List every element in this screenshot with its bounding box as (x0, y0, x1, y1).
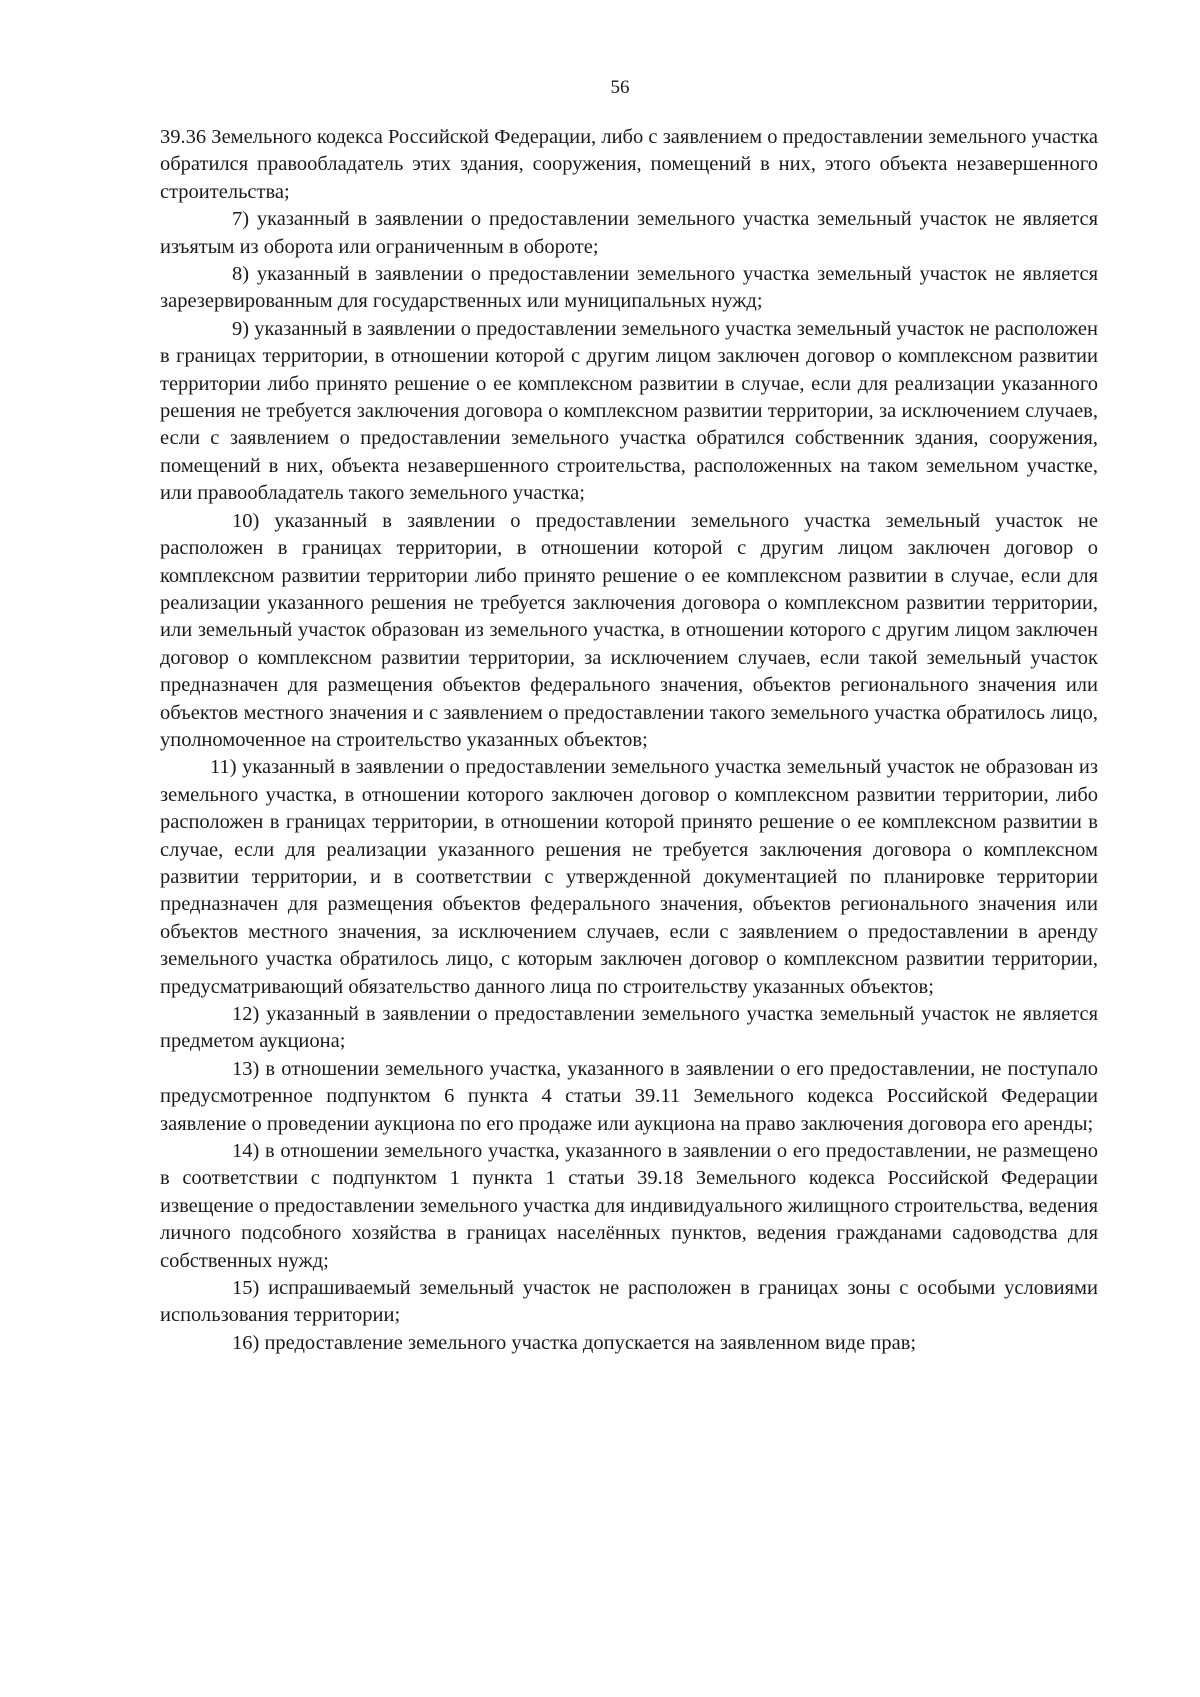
paragraph-item-12: 12) указанный в заявлении о предоставлении земельного участка земельный участок не является предметом аукциона; (160, 1003, 1098, 1053)
paragraph-item-13: 13) в отношении земельного участка, указанного в заявлении о его предоставлении, не поступало предусмотренное подпунктом 6 пункта 4 статьи 39.11 Земельного кодекса Российской Федерации заявление о проведении аукциона по его продаже или аукциона на право заключения договора его аренды; (160, 1057, 1098, 1135)
page-number: 56 (610, 77, 630, 98)
paragraph-item-10: 10) указанный в заявлении о предоставлении земельного участка земельный участок не расположен в границах территории, в отношении которой с другим лицом заключен договор о комплексном развитии территории либо принято решение о ее комплексном развитии в случае, если для реализации указанного решения не требуется заключения договора о комплексном развитии территории, или земельный участок образован из земельного участка, в отношении которого с другим лицом заключен договор о комплексном развитии территории, за исключением случаев, если такой земельный участок предназначен для размещения объектов федерального значения, объектов регионального значения или объектов местного значения и с заявлением о предоставлении такого земельного участка обратилось лицо, уполномоченное на строительство указанных объектов; (160, 509, 1098, 751)
paragraph-continuation: 39.36 Земельного кодекса Российской Федерации, либо с заявлением о предоставлении земельного участка обратился правообладатель этих здания, сооружения, помещений в них, этого объекта незавершенного строительства; (160, 126, 1098, 203)
document-body (160, 124, 1098, 1357)
paragraph-item-11: 11) указанный в заявлении о предоставлении земельного участка земельный участок не образован из земельного участка, в отношении которого заключен договор о комплексном развитии территории, либо расположен в границах территории, в отношении которой принято решение о ее комплексном развитии в случае, если для реализации указанного решения не требуется заключения договора о комплексном развитии территории, и в соответствии с утвержденной документацией по планировке территории предназначен для размещения объектов федерального значения, объектов регионального значения или объектов местного значения, за исключением случаев, если с заявлением о предоставлении в аренду земельного участка обратилось лицо, с которым заключен договор о комплексном развитии территории, предусматривающий обязательство данного лица по строительству указанных объектов; (160, 756, 1098, 998)
paragraph-item-9: 9) указанный в заявлении о предоставлении земельного участка земельный участок не расположен в границах территории, в отношении которой с другим лицом заключен договор о комплексном развитии территории либо принято решение о ее комплексном развитии в случае, если для реализации указанного решения не требуется заключения договора о комплексном развитии территории, за исключением случаев, если с заявлением о предоставлении земельного участка обратился собственник здания, сооружения, помещений в них, объекта незавершенного строительства, расположенных на таком земельном участке, или правообладатель такого земельного участка; (160, 317, 1098, 505)
paragraph-item-8: 8) указанный в заявлении о предоставлении земельного участка земельный участок не является зарезервированным для государственных или муниципальных нужд; (160, 263, 1098, 313)
paragraph-item-16: 16) предоставление земельного участка допускается на заявленном виде прав; (232, 1331, 917, 1354)
paragraph-item-7: 7) указанный в заявлении о предоставлении земельного участка земельный участок не является изъятым из оборота или ограниченным в обороте; (160, 208, 1098, 258)
paragraph-item-14: 14) в отношении земельного участка, указанного в заявлении о его предоставлении, не размещено в соответствии с подпунктом 1 пункта 1 статьи 39.18 Земельного кодекса Российской Федерации извещение о предоставлении земельного участка для индивидуального жилищного строительства, ведения личного подсобного хозяйства в границах населённых пунктов, ведения гражданами садоводства для собственных нужд; (160, 1140, 1098, 1272)
paragraph-item-15: 15) испрашиваемый земельный участок не расположен в границах зоны с особыми условиями использования территории; (160, 1277, 1098, 1327)
